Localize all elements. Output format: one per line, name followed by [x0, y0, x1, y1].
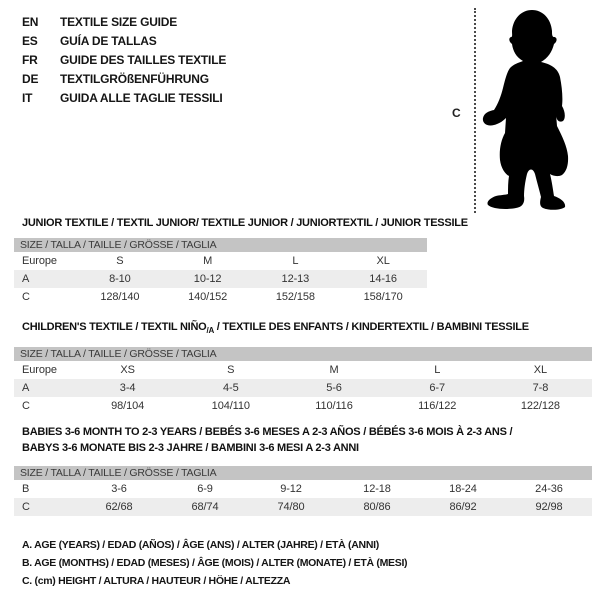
size-value: 18-24 — [449, 483, 477, 495]
height-measure-dotted-line — [474, 8, 476, 213]
size-value: 8-10 — [109, 273, 131, 285]
junior-size-table — [14, 238, 427, 306]
size-value: 158/170 — [363, 291, 403, 303]
size-value: S — [227, 364, 235, 376]
row-label: Europe — [22, 364, 57, 376]
lang-title: TEXTILGRÖßENFÜHRUNG — [60, 72, 209, 86]
footnote-b: B. AGE (MONTHS) / EDAD (MESES) / ÂGE (MOIS) / ALTER (MONATE) / ETÀ (MESI) — [22, 557, 408, 569]
table-row — [14, 480, 592, 498]
lang-title: TEXTILE SIZE GUIDE — [60, 15, 178, 29]
size-value: 6-9 — [197, 483, 213, 495]
size-value: 12-18 — [363, 483, 391, 495]
lang-row-de — [22, 70, 226, 89]
lang-code: DE — [22, 72, 39, 86]
height-measure-label: C — [452, 106, 461, 120]
size-value: 140/152 — [188, 291, 228, 303]
size-value: 24-36 — [535, 483, 563, 495]
lang-code: ES — [22, 34, 38, 48]
size-value: 116/122 — [418, 400, 457, 412]
size-value: 110/116 — [315, 400, 353, 412]
row-label: A — [22, 382, 30, 394]
size-value: 74/80 — [277, 501, 305, 513]
row-label: C — [22, 501, 30, 513]
lang-title: GUÍA DE TALLAS — [60, 34, 157, 48]
section-title-line1: BABIES 3-6 MONTH TO 2-3 YEARS / BEBÉS 3-6 MESES A 2-3 AÑOS / BÉBÉS 3-6 MOIS À 2-3 ANS / — [22, 426, 513, 438]
lang-code: EN — [22, 15, 39, 29]
row-label: C — [22, 291, 30, 303]
size-value: XS — [120, 364, 135, 376]
lang-row-en — [22, 13, 226, 32]
size-value: 10-12 — [193, 273, 222, 285]
size-value: 68/74 — [191, 501, 219, 513]
section-title-junior: JUNIOR TEXTILE / TEXTIL JUNIOR/ TEXTILE JUNIOR / JUNIORTEXTIL / JUNIOR TESSILE — [22, 217, 468, 229]
section-title-text: CHILDREN'S TEXTILE / TEXTIL NIÑO — [22, 321, 207, 333]
size-value: L — [292, 255, 299, 267]
size-value: 3-4 — [119, 382, 136, 394]
footnote-a: A. AGE (YEARS) / EDAD (AÑOS) / ÂGE (ANS) / ALTER (JAHRE) / ETÀ (ANNI) — [22, 539, 379, 551]
size-value: M — [203, 255, 213, 267]
lang-row-fr — [22, 51, 226, 70]
table-row — [14, 379, 592, 397]
row-label: Europe — [22, 255, 57, 267]
size-value: 12-13 — [281, 273, 310, 285]
section-title-subscript: /A — [206, 326, 214, 336]
section-title-children — [22, 321, 529, 335]
lang-code: IT — [22, 91, 33, 105]
size-value: 122/128 — [520, 400, 560, 412]
footnotes — [22, 536, 407, 590]
size-value: XL — [533, 364, 548, 376]
section-title-line2: BABYS 3-6 MONATE BIS 2-3 JAHRE / BAMBINI 3-6 MESI A 2-3 ANNI — [22, 441, 359, 454]
table-row — [14, 288, 427, 306]
size-value: 3-6 — [111, 483, 127, 495]
lang-row-es — [22, 32, 226, 51]
table-body — [14, 361, 592, 415]
size-value: XL — [376, 255, 390, 267]
size-value: 5-6 — [326, 382, 342, 394]
size-value: 4-5 — [223, 382, 239, 394]
size-value: 104/110 — [211, 400, 250, 412]
row-label: B — [22, 483, 30, 495]
size-value: L — [434, 364, 441, 376]
size-value: 9-12 — [280, 483, 302, 495]
children-size-table — [14, 347, 592, 415]
section-title-text: / TEXTILE DES ENFANTS / KINDERTEXTIL / BAMBINI TESSILE — [213, 321, 529, 333]
table-row — [14, 252, 427, 270]
table-size-header: SIZE / TALLA / TAILLE / GRÖSSE / TAGLIA — [14, 347, 592, 361]
row-label: A — [22, 273, 30, 285]
size-value: 92/98 — [535, 501, 563, 513]
table-row — [14, 498, 592, 516]
lang-code: FR — [22, 53, 38, 67]
row-label: C — [22, 400, 30, 412]
size-value: 7-8 — [532, 382, 549, 394]
table-body — [14, 252, 427, 306]
table-row — [14, 397, 592, 415]
size-value: 152/158 — [275, 291, 315, 303]
lang-title: GUIDE DES TAILLES TEXTILE — [60, 53, 227, 67]
size-value: 62/68 — [105, 501, 133, 513]
lang-title: GUIDA ALLE TAGLIE TESSILI — [60, 91, 223, 105]
size-value: 98/104 — [111, 400, 145, 412]
table-row — [14, 361, 592, 379]
table-row — [14, 270, 427, 288]
baby-silhouette-icon — [480, 6, 595, 214]
size-value: 128/140 — [100, 291, 140, 303]
size-value: 80/86 — [363, 501, 391, 513]
table-size-header: SIZE / TALLA / TAILLE / GRÖSSE / TAGLIA — [14, 238, 427, 252]
section-title-babies — [22, 425, 512, 456]
lang-row-it — [22, 89, 226, 108]
size-value: S — [116, 255, 124, 267]
table-size-header: SIZE / TALLA / TAILLE / GRÖSSE / TAGLIA — [14, 466, 592, 480]
size-value: M — [329, 364, 339, 376]
language-list — [22, 13, 226, 108]
table-body — [14, 480, 592, 516]
size-value: 14-16 — [369, 273, 397, 285]
size-value: 6-7 — [429, 382, 446, 394]
babies-size-table — [14, 466, 592, 516]
footnote-c: C. (cm) HEIGHT / ALTURA / HAUTEUR / HÖHE / ALTEZZA — [22, 575, 291, 587]
size-value: 86/92 — [449, 501, 477, 513]
